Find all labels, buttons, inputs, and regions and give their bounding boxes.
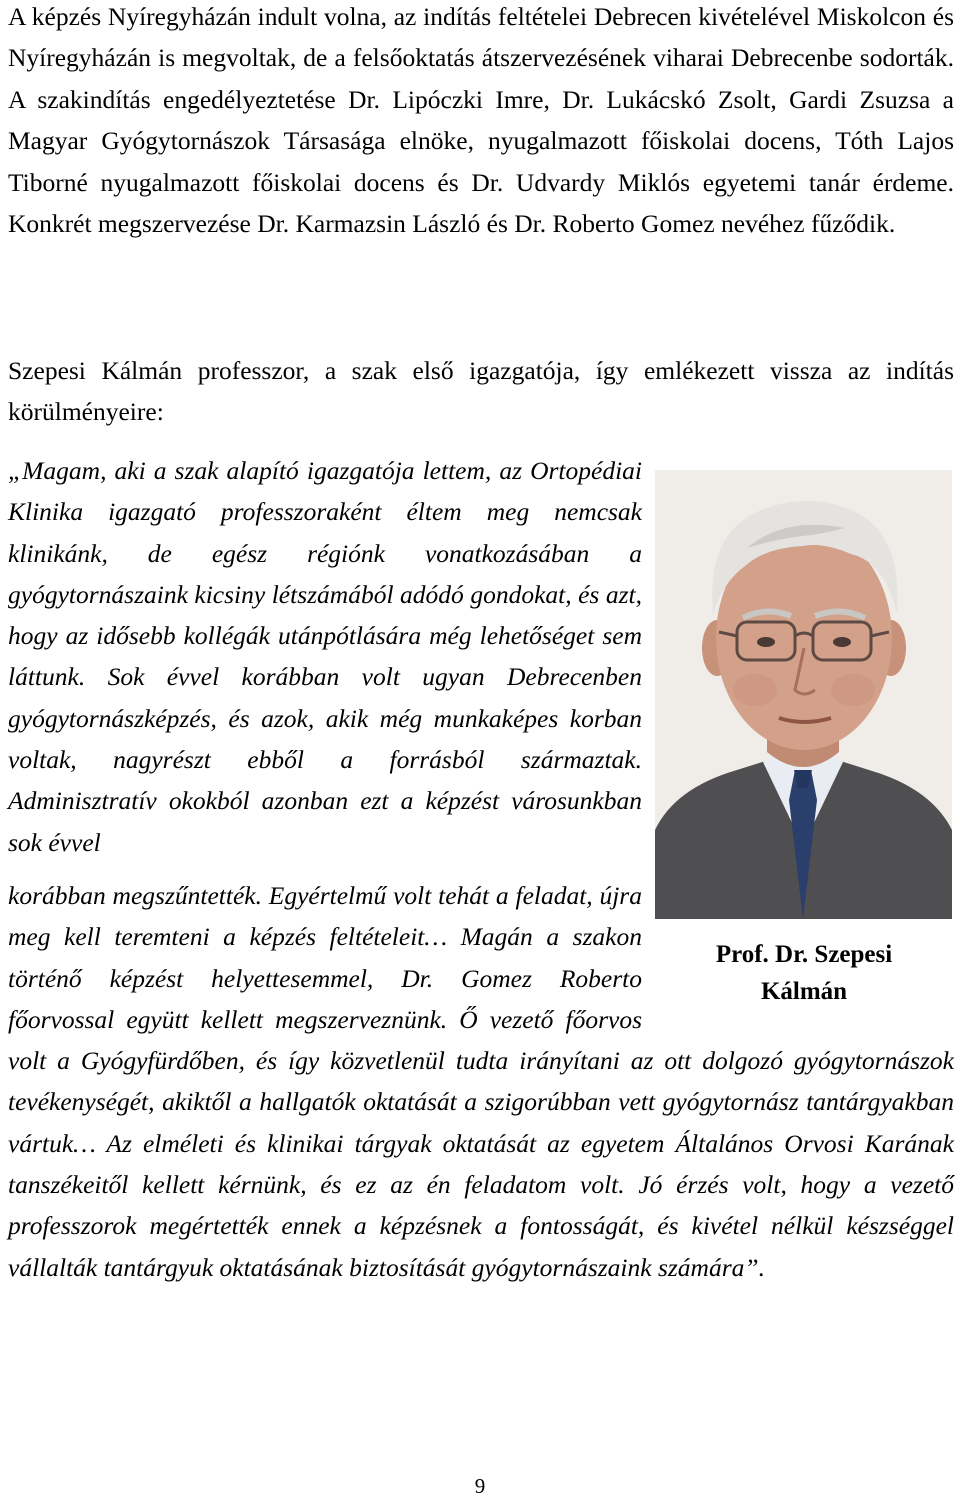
photo-caption-line1: Prof. Dr. Szepesi [715,941,893,968]
quote-text-part1: „Magam, aki a szak alapító igazgatója lettem, az Ortopédiai Klinika igazgató professzoraként éltem meg nemcsak klinikánk, de egész régiónk vonatkozásában a gyógytornászaink kicsiny létszámából adódó gondokat, és azt, hogy az idősebb kollégák utánpótlására még lehetőséget sem láttunk. Sok évvel korábban volt ugyan Debrecenben gyógytornászképzés, és azok, akik még munkaképes korban voltak, nagyrészt ebből a forrásból származtak. Adminisztratív okokból azonban ezt a képzést városunkban sok évvel [8,456,642,857]
page-number: 9 [474,1474,486,1498]
portrait-photo [655,470,952,919]
photo-caption-line2: Kálmán [760,978,848,1005]
quote-text-part2: korábban megszűntették. Egyértelmű volt tehát a feladat, újra meg kell teremteni a képzés feltételeit… Magán a szakon történő képzést helyettesemmel, Dr. Gomez Roberto főorvossal együtt kellett megszerveznünk. Ő vezető főorvos volt a Gyógyfürdőben, és így közvetlenül tudta irányítani az ott dolgozó gyógytornászok tevékenységét, akiktől a hallgatók oktatását a szigorúbban vett gyógytornász tantárgyakban vártuk… Az elméleti és klinikai tárgyak oktatását az egyetem Általános Orvosi Karának tanszékeitől kellett kérnünk, és ez az én feladatom volt. Jó érzés volt, hogy a vezető professzorok megértették ennek a képzésnek a fontosságát, és kivétel nélkül készséggel vállalták tantárgyuk oktatásának biztosítását gyógytornászaink számára”. [8,880,954,1282]
paragraph-intro: A képzés Nyíregyházán indult volna, az indítás feltételei Debrecen kivételével Miskolcon és Nyíregyházán is megvoltak, de a felsőoktatás átszervezésének viharai Debrecenbe sodorták. A szakindítás engedélyeztetése Dr. Lipóczki Imre, Dr. Lukácskó Zsolt, Gardi Zsuzsa a Magyar Gyógytornászok Társasága elnöke, nyugalmazott főiskolai docens, Tóth Lajos Tiborné nyugalmazott főiskolai docens és Dr. Udvardy Miklós egyetemi tanár érdeme. Konkrét megszervezése Dr. Karmazsin László és Dr. Roberto Gomez nevéhez fűződik. [8,2,954,239]
photo-caption [684,936,924,1010]
paragraph-quote-lead: Szepesi Kálmán professzor, a szak első igazgatója, így emlékezett vissza az indítás körülményeire: [8,356,954,427]
